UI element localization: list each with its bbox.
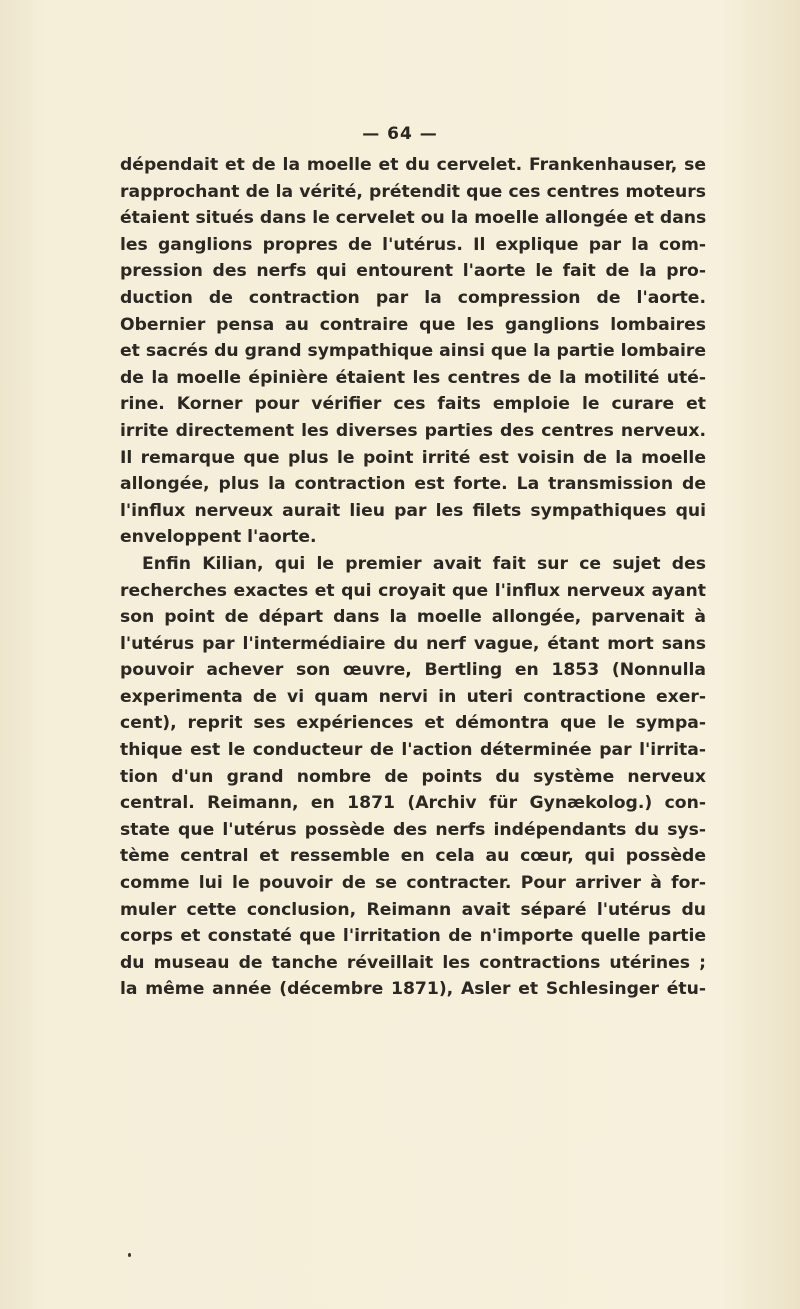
ink-speck	[128, 1253, 131, 1257]
text-line: corps et constaté que l'irritation de n'importe quelle partie	[120, 926, 706, 947]
text-line: Obernier pensa au contraire que les ganglions lombaires	[120, 314, 706, 335]
text-line: de la moelle épinière étaient les centres de la motilité uté-	[120, 367, 706, 388]
text-line: l'utérus par l'intermédiaire du nerf vague, étant mort sans	[120, 633, 706, 654]
text-line: étaient situés dans le cervelet ou la moelle allongée et dans	[120, 208, 707, 229]
text-line: pouvoir achever son œuvre, Bertling en 1853 (Nonnulla	[120, 660, 706, 681]
text-line: central. Reimann, en 1871 (Archiv für Gynækolog.) con-	[120, 793, 706, 814]
text-line: comme lui le pouvoir de se contracter. Pour arriver à for-	[120, 873, 706, 894]
text-line: rine. Korner pour vérifier ces faits emploie le curare et	[120, 394, 706, 415]
text-line: et sacrés du grand sympathique ainsi que la partie lombaire	[120, 341, 706, 362]
text-line: pression des nerfs qui entourent l'aorte le fait de la pro-	[120, 261, 706, 282]
text-line: les ganglions propres de l'utérus. Il explique par la com-	[120, 234, 706, 255]
text-line: experimenta de vi quam nervi in uteri contractione exer-	[120, 686, 706, 707]
text-line: irrite directement les diverses parties des centres nerveux.	[120, 420, 706, 441]
text-line-paragraph-end: enveloppent l'aorte.	[120, 527, 317, 548]
body-text	[120, 152, 706, 1003]
text-line: thique est le conducteur de l'action déterminée par l'irrita-	[120, 740, 706, 761]
text-line: tion d'un grand nombre de points du système nerveux	[120, 766, 706, 787]
text-line: son point de départ dans la moelle allongée, parvenait à	[120, 607, 706, 628]
text-line: Il remarque que plus le point irrité est voisin de la moelle	[120, 447, 706, 468]
text-line: cent), reprit ses expériences et démontra que le sympa-	[120, 713, 706, 734]
text-line: state que l'utérus possède des nerfs indépendants du sys-	[120, 819, 706, 840]
text-line-paragraph-start: Enfin Kilian, qui le premier avait fait sur ce sujet des	[142, 553, 706, 574]
text-line: allongée, plus la contraction est forte. La transmission de	[120, 474, 706, 495]
text-line: du museau de tanche réveillait les contractions utérines ;	[120, 952, 706, 973]
text-line: duction de contraction par la compression de l'aorte.	[120, 287, 706, 308]
text-line: dépendait et de la moelle et du cervelet. Frankenhauser, se	[120, 155, 706, 175]
text-line: recherches exactes et qui croyait que l'influx nerveux ayant	[120, 580, 706, 601]
text-line: rapprochant de la vérité, prétendit que ces centres moteurs	[120, 181, 706, 202]
page-number: — 64 —	[362, 124, 438, 144]
text-line: muler cette conclusion, Reimann avait séparé l'utérus du	[120, 899, 706, 920]
text-line: tème central et ressemble en cela au cœur, qui possède	[120, 846, 706, 867]
text-line: l'influx nerveux aurait lieu par les filets sympathiques qui	[120, 500, 706, 521]
text-line: la même année (décembre 1871), Asler et Schlesinger étu-	[120, 979, 706, 1000]
